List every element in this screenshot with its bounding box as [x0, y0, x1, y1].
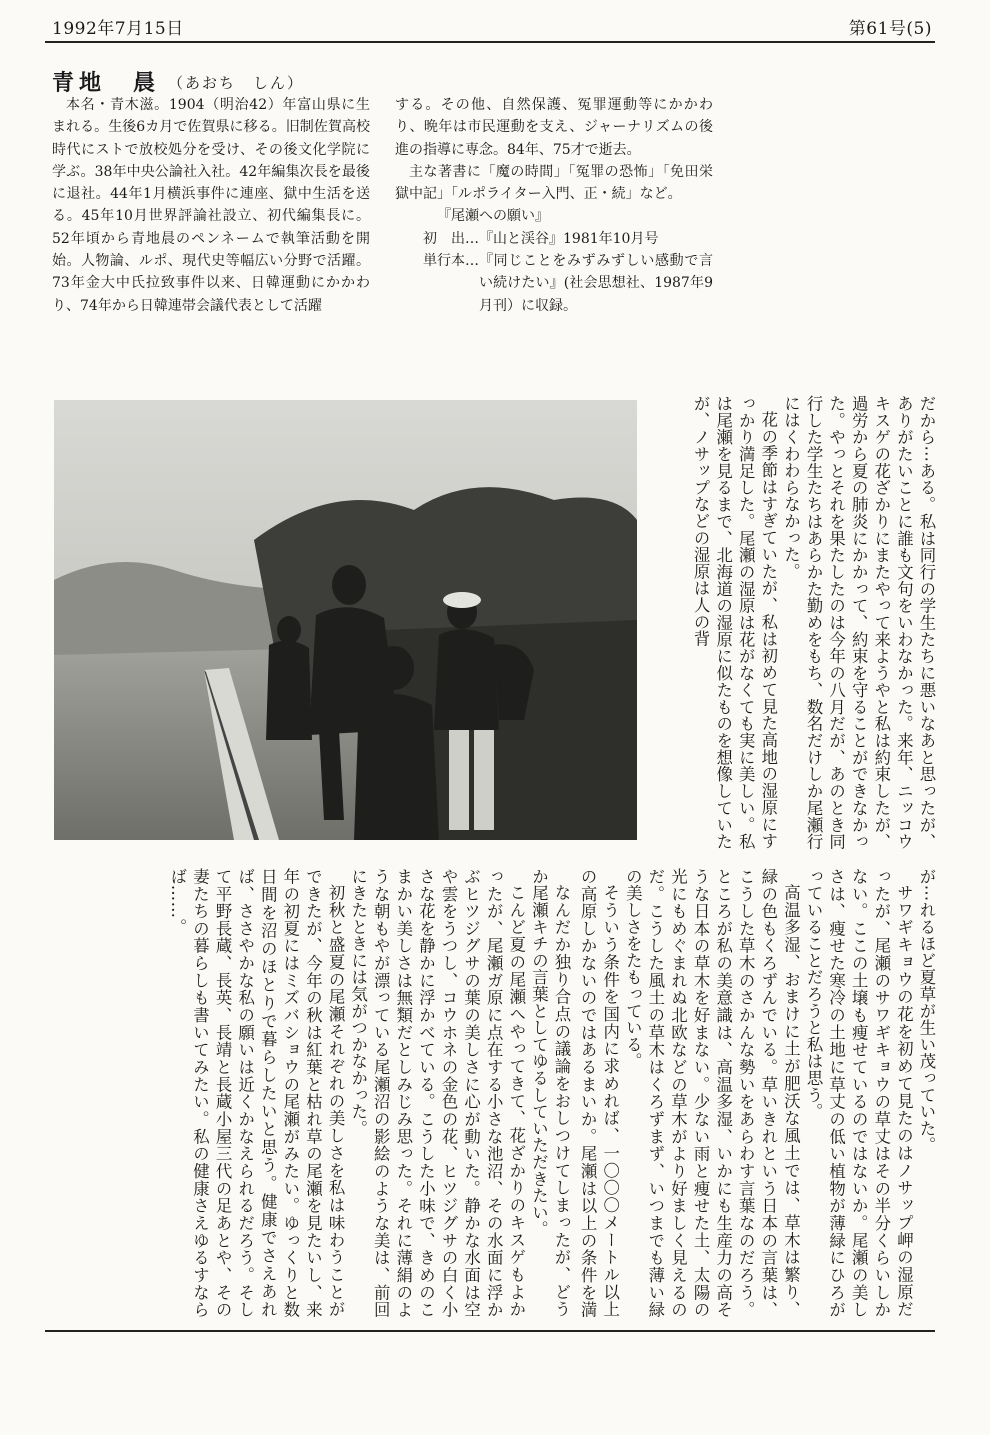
photo-illustration [54, 400, 637, 840]
bio-column-1 [52, 94, 370, 317]
first-pub-value: 『山と渓谷』1981年10月号 [479, 230, 659, 247]
book-label: 単行本… [423, 253, 479, 270]
article-paragraph: サワギキョウの花を初めて見たのはノサップ岬の湿原だったが、尾瀬のサワギキョウの草丈はその半分くらいしかない。ここの土壌も痩せているのではないか。尾瀬の美しさは、痩せた寒冷の土地に草丈の低い植物が薄緑にひろがっていることだろうと私は思う。 [804, 868, 914, 1318]
essay-title: 『尾瀬への願い』 [437, 208, 549, 225]
author-name: 青地 晨 [52, 70, 161, 96]
bio-column-2 [395, 94, 713, 317]
header-rule [45, 41, 935, 43]
article-paragraph: が⋯れるほど夏草が生い茂っていた。 [917, 868, 936, 1154]
bio-paragraph: 本名・青木滋。1904（明治42）年富山県に生まれる。生後6カ月で佐賀県に移る。旧制佐賀高校時代にストで放校処分を受け、その後文化学院に学ぶ。38年中央公論社入社。42年編集次長を最後に退社。44年1月横浜事件に連座、獄中生活を送る。45年10月世界評論社設立、初代編集長に。52年頃から青地晨のペンネームで執筆活動を開始。人物論、ルポ、現代史等幅広い分野で活躍。73年金大中氏拉致事件以来、日韓運動にかかわり、74年から日韓連帯会議代表として活躍 [52, 97, 370, 314]
first-publication [395, 228, 713, 250]
author-reading: （あおち しん） [168, 74, 305, 92]
hikers-photo [54, 400, 637, 840]
article-paragraph: 花の季節はすぎていたが、私は初めて見た高地の湿原にすっかり満足した。尾瀬の湿原は花がなくても実に美しい。私は尾瀬を見るまで、北海道の湿原に似たものを想像していたが、ノサップなどの湿原は人の背 [691, 395, 778, 850]
article-paragraph: だから⋯ある。私は同行の学生たちに悪いなあと思ったが、ありがたいことに誰も文句をいわなかった。来年、ニッコウキスゲの花ざかりにまたやって来ようやと私は約束したが、過労から夏の肺炎にかかって、約束を守ることができなかった。やっとそれを果たしたのは今年の八月だが、あのとき同行した学生たちはあらかた勤めをもち、数名だけしか尾瀬行にはくわわらなかった。 [781, 395, 936, 850]
book-publication [395, 250, 713, 317]
first-pub-label: 初 出… [423, 230, 479, 247]
book-value: 『同じことをみずみずしい感動で言い続けたい』(社会思想社、1987年9月刊）に収録。 [479, 253, 713, 314]
footer-rule [45, 1330, 935, 1332]
article-paragraph: 高温多湿、おまけに土が肥沃な風土では、草木は繁り、緑の色もくろずんでいる。草いきれという日本の言葉は、こうした草木のさかんな勢いをあらわす言葉なのだろう。ところが私の美意識は、高温多湿、いかにも生産力の高そうな日本の草木を好まない。少ない雨と痩せた土、太陽の光にもめぐまれぬ北欧などの草木がより好ましく見えるのだ。こうした風土の草木はくろずまず、いつまでも薄い緑の美しさをたもっている。 [623, 868, 801, 1318]
page-header [52, 12, 932, 42]
issue-number: 第61号(5) [848, 19, 932, 39]
article-paragraph: なんだか独り合点の議論をおしつけてしまったが、どうか尾瀬キチの言葉としてゆるしていただきたい。 [529, 868, 571, 1318]
bio-works: 主な著書に「魔の時間」「冤罪の恐怖」「免田栄獄中記」「ルポライター入門、正・続」など。 [395, 163, 713, 203]
bio-continuation: する。その他、自然保護、冤罪運動等にかかわり、晩年は市民運動を支え、ジャーナリズムの後進の指導に専念。84年、75才で逝去。 [395, 97, 713, 158]
article-paragraph: 初秋と盛夏の尾瀬それぞれの美しさを私は味わうことができたが、今年の秋は紅葉と枯れ草の尾瀬を見たいし、来年の初夏にはミズバショウの尾瀬がみたい。ゆっくりと数日間を沼のほとりで暮らしたいと思う。健康でさえあれば、ささやかな私の願いは近くかなえられるだろう。そして平野長蔵、長英、長靖と長蔵小屋三代の足あとや、その妻たちの暮らしも書いてみたい。私の健康さえゆるすならば……。 [167, 868, 346, 1318]
article-paragraph: こんど夏の尾瀬へやってきて、花ざかりのキスゲもよかったが、尾瀬ガ原に点在する小さな池沼、その水面に浮かぶヒツジグサの葉の美しさに心が動いた。静かな水面は空や雲をうつし、コウホネの金色の花、ヒツジグサの白く小さな花を静かに浮かべている。こうした小味で、きめのこまかい美しさは無類だとしみじみ思った。それに薄絹のような朝もやが漂っている尾瀬沼の影絵のような美は、前回にきたときには気がつかなかった。 [348, 868, 526, 1318]
article-paragraph: そういう条件を国内に求めれば、一〇〇〇メートル以上の高原しかないのではあるまいか。尾瀬は以上の条件を満 [578, 868, 620, 1318]
article-text-bottom-left [52, 868, 572, 1318]
issue-date: 1992年7月15日 [52, 19, 184, 39]
article-text-top [655, 395, 937, 850]
article-text-bottom-right [578, 868, 937, 1318]
